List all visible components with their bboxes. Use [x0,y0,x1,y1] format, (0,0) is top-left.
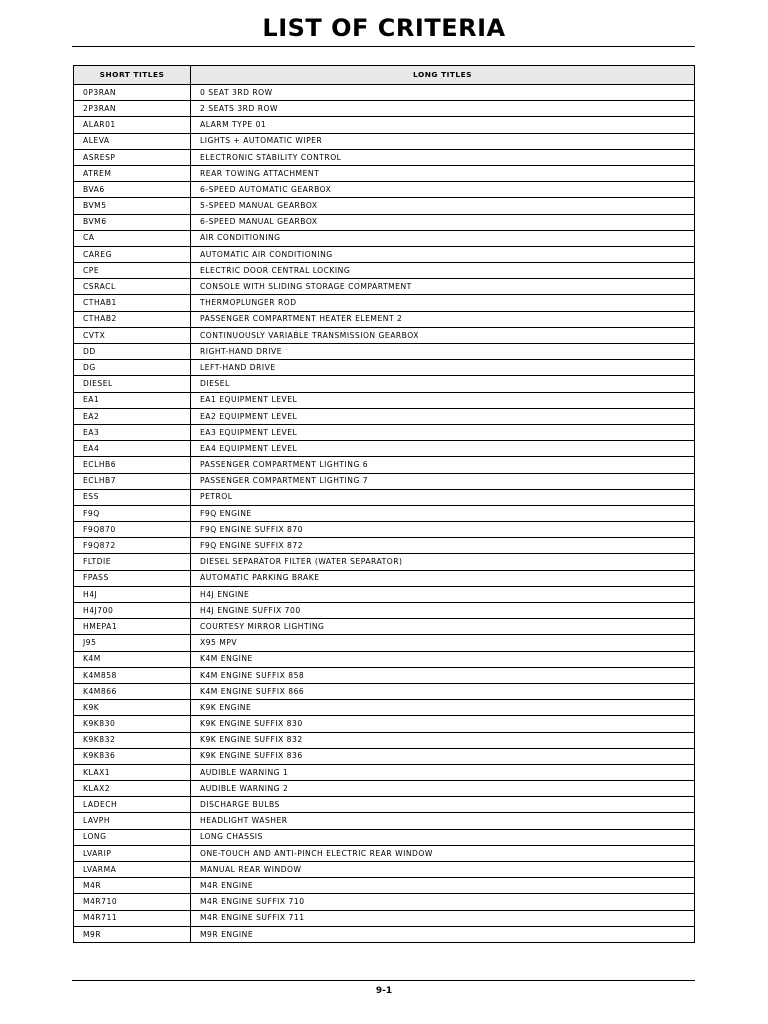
table-row [74,392,695,408]
table-row [74,845,695,861]
long-title-cell: DIESEL SEPARATOR FILTER (WATER SEPARATOR) [191,554,695,570]
short-title-cell: KLAX2 [74,781,191,797]
table-row [74,635,695,651]
long-title-cell: MANUAL REAR WINDOW [191,862,695,878]
short-title-cell: F9Q [74,505,191,521]
short-title-cell: 2P3RAN [74,101,191,117]
table-row [74,85,695,101]
table-row [74,667,695,683]
short-title-cell: H4J700 [74,603,191,619]
short-title-cell: M4R711 [74,910,191,926]
long-title-cell: H4J ENGINE SUFFIX 700 [191,603,695,619]
table-row [74,570,695,586]
short-title-cell: ECLHB6 [74,457,191,473]
short-title-cell: K9K832 [74,732,191,748]
long-title-cell: M9R ENGINE [191,926,695,942]
short-title-cell: M9R [74,926,191,942]
short-title-cell: 0P3RAN [74,85,191,101]
long-title-cell: H4J ENGINE [191,586,695,602]
long-title-cell: K4M ENGINE [191,651,695,667]
table-row [74,700,695,716]
footer-divider [72,980,695,981]
table-row [74,117,695,133]
long-title-cell: M4R ENGINE SUFFIX 710 [191,894,695,910]
short-title-cell: EA1 [74,392,191,408]
table-row [74,327,695,343]
long-title-cell: 5-SPEED MANUAL GEARBOX [191,198,695,214]
table-row [74,441,695,457]
long-title-cell: K9K ENGINE [191,700,695,716]
table-row [74,505,695,521]
long-title-cell: HEADLIGHT WASHER [191,813,695,829]
table-row [74,522,695,538]
long-title-cell: EA1 EQUIPMENT LEVEL [191,392,695,408]
short-title-cell: BVM5 [74,198,191,214]
long-title-cell: COURTESY MIRROR LIGHTING [191,619,695,635]
short-title-cell: EA4 [74,441,191,457]
table-row [74,797,695,813]
short-title-cell: ATREM [74,165,191,181]
long-title-cell: DISCHARGE BULBS [191,797,695,813]
short-title-cell: LVARIP [74,845,191,861]
long-title-cell: ELECTRONIC STABILITY CONTROL [191,149,695,165]
long-title-cell: EA2 EQUIPMENT LEVEL [191,408,695,424]
table-row [74,926,695,942]
long-title-cell: PASSENGER COMPARTMENT HEATER ELEMENT 2 [191,311,695,327]
table-row [74,198,695,214]
short-title-cell: K9K [74,700,191,716]
short-title-cell: ALEVA [74,133,191,149]
table-row [74,603,695,619]
long-title-cell: K9K ENGINE SUFFIX 830 [191,716,695,732]
long-title-cell: AUTOMATIC AIR CONDITIONING [191,246,695,262]
table-row [74,214,695,230]
table-row [74,862,695,878]
long-title-cell: 6-SPEED MANUAL GEARBOX [191,214,695,230]
table-row [74,894,695,910]
table-row [74,716,695,732]
short-title-cell: DIESEL [74,376,191,392]
short-title-cell: F9Q872 [74,538,191,554]
table-row [74,829,695,845]
short-title-cell: EA3 [74,424,191,440]
table-row [74,489,695,505]
page-number: 9-1 [375,986,393,996]
table-row [74,748,695,764]
table-row [74,651,695,667]
short-title-cell: LONG [74,829,191,845]
short-title-cell: HMEPA1 [74,619,191,635]
header-long-titles: LONG TITLES [191,66,695,85]
short-title-cell: F9Q870 [74,522,191,538]
table-row [74,457,695,473]
table-row [74,295,695,311]
page-title: LIST OF CRITERIA [262,14,506,42]
table-body [74,85,695,943]
table-row [74,554,695,570]
table-row [74,683,695,699]
short-title-cell: ECLHB7 [74,473,191,489]
long-title-cell: AUDIBLE WARNING 2 [191,781,695,797]
short-title-cell: LADECH [74,797,191,813]
table-row [74,246,695,262]
long-title-cell: EA3 EQUIPMENT LEVEL [191,424,695,440]
long-title-cell: PASSENGER COMPARTMENT LIGHTING 7 [191,473,695,489]
long-title-cell: PETROL [191,489,695,505]
short-title-cell: BVM6 [74,214,191,230]
long-title-cell: LEFT-HAND DRIVE [191,360,695,376]
short-title-cell: J95 [74,635,191,651]
long-title-cell: 2 SEATS 3RD ROW [191,101,695,117]
short-title-cell: K4M866 [74,683,191,699]
table-row [74,619,695,635]
long-title-cell: LIGHTS + AUTOMATIC WIPER [191,133,695,149]
table-row [74,149,695,165]
short-title-cell: KLAX1 [74,764,191,780]
short-title-cell: CTHAB2 [74,311,191,327]
short-title-cell: EA2 [74,408,191,424]
long-title-cell: F9Q ENGINE SUFFIX 872 [191,538,695,554]
long-title-cell: K4M ENGINE SUFFIX 858 [191,667,695,683]
table-row [74,764,695,780]
table-header [74,66,695,85]
short-title-cell: ESS [74,489,191,505]
short-title-cell: H4J [74,586,191,602]
short-title-cell: ASRESP [74,149,191,165]
long-title-cell: AUDIBLE WARNING 1 [191,764,695,780]
long-title-cell: DIESEL [191,376,695,392]
long-title-cell: K4M ENGINE SUFFIX 866 [191,683,695,699]
short-title-cell: FLTDIE [74,554,191,570]
short-title-cell: K4M [74,651,191,667]
short-title-cell: CPE [74,263,191,279]
long-title-cell: THERMOPLUNGER ROD [191,295,695,311]
table-row [74,586,695,602]
short-title-cell: BVA6 [74,182,191,198]
short-title-cell: K4M858 [74,667,191,683]
table-row [74,408,695,424]
long-title-cell: F9Q ENGINE SUFFIX 870 [191,522,695,538]
table-row [74,101,695,117]
table-row [74,165,695,181]
long-title-cell: LONG CHASSIS [191,829,695,845]
title-divider [72,46,695,47]
long-title-cell: X95 MPV [191,635,695,651]
long-title-cell: F9Q ENGINE [191,505,695,521]
table-row [74,360,695,376]
table-row [74,279,695,295]
table-row [74,133,695,149]
header-row [74,66,695,85]
table-row [74,263,695,279]
long-title-cell: CONSOLE WITH SLIDING STORAGE COMPARTMENT [191,279,695,295]
long-title-cell: CONTINUOUSLY VARIABLE TRANSMISSION GEARBOX [191,327,695,343]
short-title-cell: CVTX [74,327,191,343]
long-title-cell: M4R ENGINE SUFFIX 711 [191,910,695,926]
long-title-cell: 6-SPEED AUTOMATIC GEARBOX [191,182,695,198]
short-title-cell: CTHAB1 [74,295,191,311]
long-title-cell: AUTOMATIC PARKING BRAKE [191,570,695,586]
table-row [74,424,695,440]
short-title-cell: ALAR01 [74,117,191,133]
long-title-cell: K9K ENGINE SUFFIX 836 [191,748,695,764]
short-title-cell: K9K830 [74,716,191,732]
table-row [74,311,695,327]
table-row [74,230,695,246]
table-row [74,376,695,392]
table-row [74,878,695,894]
table-row [74,473,695,489]
table-row [74,910,695,926]
short-title-cell: LVARMA [74,862,191,878]
table-row [74,732,695,748]
criteria-table [73,65,695,943]
table-row [74,538,695,554]
short-title-cell: M4R [74,878,191,894]
long-title-cell: ONE-TOUCH AND ANTI-PINCH ELECTRIC REAR WINDOW [191,845,695,861]
short-title-cell: M4R710 [74,894,191,910]
long-title-cell: 0 SEAT 3RD ROW [191,85,695,101]
long-title-cell: REAR TOWING ATTACHMENT [191,165,695,181]
long-title-cell: EA4 EQUIPMENT LEVEL [191,441,695,457]
table-row [74,182,695,198]
long-title-cell: ALARM TYPE 01 [191,117,695,133]
short-title-cell: FPASS [74,570,191,586]
table-row [74,813,695,829]
long-title-cell: RIGHT-HAND DRIVE [191,344,695,360]
table-row [74,781,695,797]
long-title-cell: ELECTRIC DOOR CENTRAL LOCKING [191,263,695,279]
short-title-cell: CA [74,230,191,246]
header-short-titles: SHORT TITLES [74,66,191,85]
short-title-cell: DD [74,344,191,360]
short-title-cell: CAREG [74,246,191,262]
table-row [74,344,695,360]
long-title-cell: PASSENGER COMPARTMENT LIGHTING 6 [191,457,695,473]
long-title-cell: M4R ENGINE [191,878,695,894]
short-title-cell: LAVPH [74,813,191,829]
long-title-cell: K9K ENGINE SUFFIX 832 [191,732,695,748]
long-title-cell: AIR CONDITIONING [191,230,695,246]
short-title-cell: K9K836 [74,748,191,764]
short-title-cell: DG [74,360,191,376]
short-title-cell: CSRACL [74,279,191,295]
